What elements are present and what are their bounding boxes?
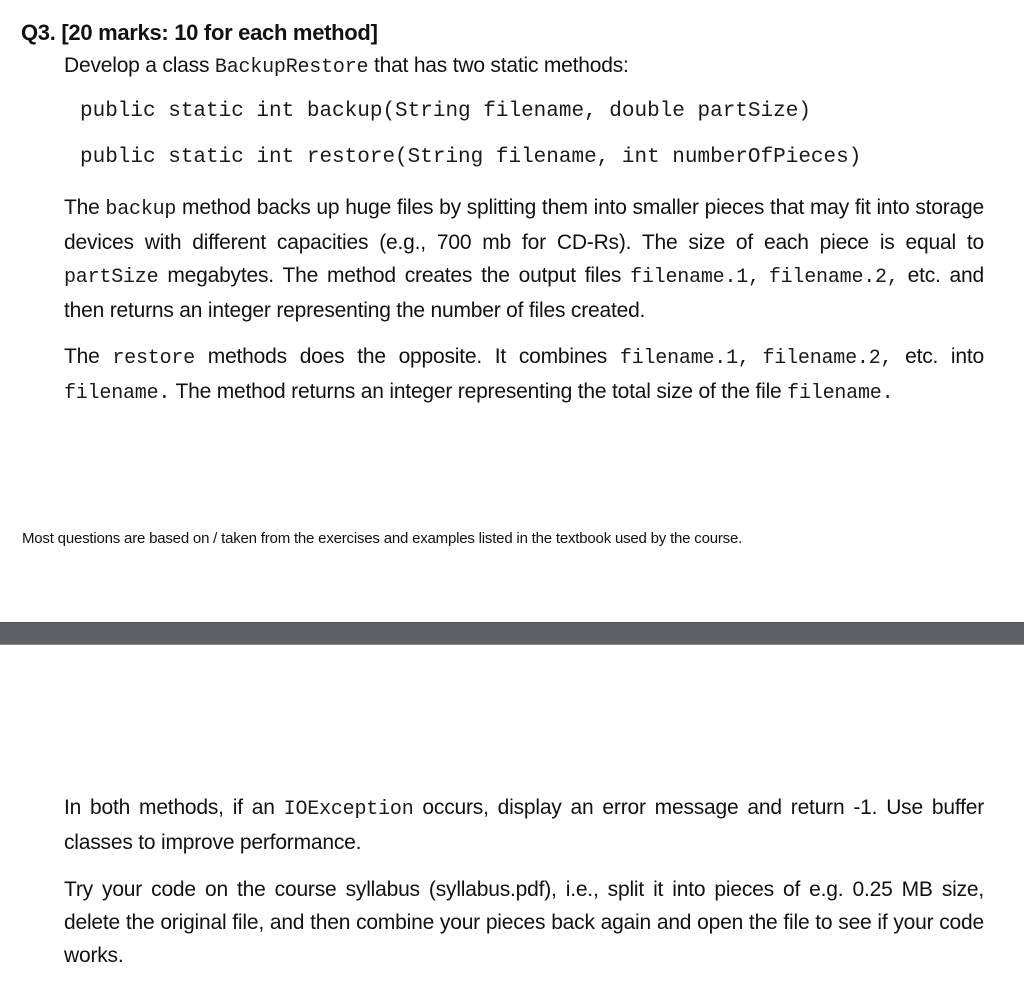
- backup-text-3: megabytes. The method creates the output files: [158, 264, 631, 287]
- restore-text-4: etc. into: [892, 345, 984, 368]
- backup-code-method: backup: [105, 198, 177, 221]
- backup-text-4: [760, 264, 769, 287]
- exception-text-1: In both methods, if an: [64, 796, 284, 819]
- restore-code-file2: filename.2,: [762, 347, 893, 370]
- restore-code-filename: filename.: [64, 382, 171, 405]
- backup-text-2: method backs up huge files by splitting them into smaller pieces that may fit into storage devices with different capacities (e.g., 700 mb for CD-Rs). The size of each piece is equal to: [64, 196, 984, 254]
- restore-text-1: The: [64, 345, 113, 368]
- restore-description: [64, 340, 984, 410]
- question-title: Q3. [20 marks: 10 for each method]: [21, 20, 378, 45]
- backup-code-file1: filename.1,: [630, 266, 760, 289]
- restore-code-file1: filename.1,: [619, 347, 750, 370]
- restore-text-5: The method returns an integer representing the total size of the file: [170, 380, 788, 403]
- page-footnote: Most questions are based on / taken from the exercises and examples listed in the textbook used by the course.: [22, 530, 743, 547]
- backup-text-1: The: [64, 196, 106, 219]
- exception-code-ioexception: IOException: [283, 798, 414, 821]
- restore-text-2: methods does the opposite. It combines: [195, 345, 620, 368]
- try-instructions: Try your code on the course syllabus (syllabus.pdf), i.e., split it into pieces of e.g. 0.25 MB size, delete the original file, and then combine your pieces back again and open the file to see if your code works.: [64, 878, 984, 967]
- restore-signature: public static int restore(String filename, int numberOfPieces): [80, 146, 862, 169]
- backup-code-file2: filename.2,: [768, 266, 899, 289]
- exception-instructions: [64, 791, 984, 859]
- document-page-bottom: [0, 645, 1024, 982]
- backup-description: [64, 191, 984, 327]
- backup-text-5: etc. and then returns an integer representing the number of files created.: [64, 264, 984, 322]
- restore-code-method: restore: [112, 347, 195, 370]
- restore-code-filename-end: filename.: [787, 382, 894, 405]
- page-break-divider: [0, 622, 1024, 645]
- intro-suffix: that has two static methods:: [368, 54, 629, 77]
- class-name-code: BackupRestore: [214, 56, 369, 79]
- restore-text-3: [750, 345, 763, 368]
- exception-text-2: occurs, display an error message and return -1. Use buffer classes to improve performance.: [64, 796, 985, 854]
- backup-signature: public static int backup(String filename, double partSize): [80, 100, 811, 123]
- question-intro: [64, 49, 984, 84]
- backup-code-partsize: partSize: [64, 266, 159, 289]
- intro-prefix: Develop a class: [64, 54, 215, 77]
